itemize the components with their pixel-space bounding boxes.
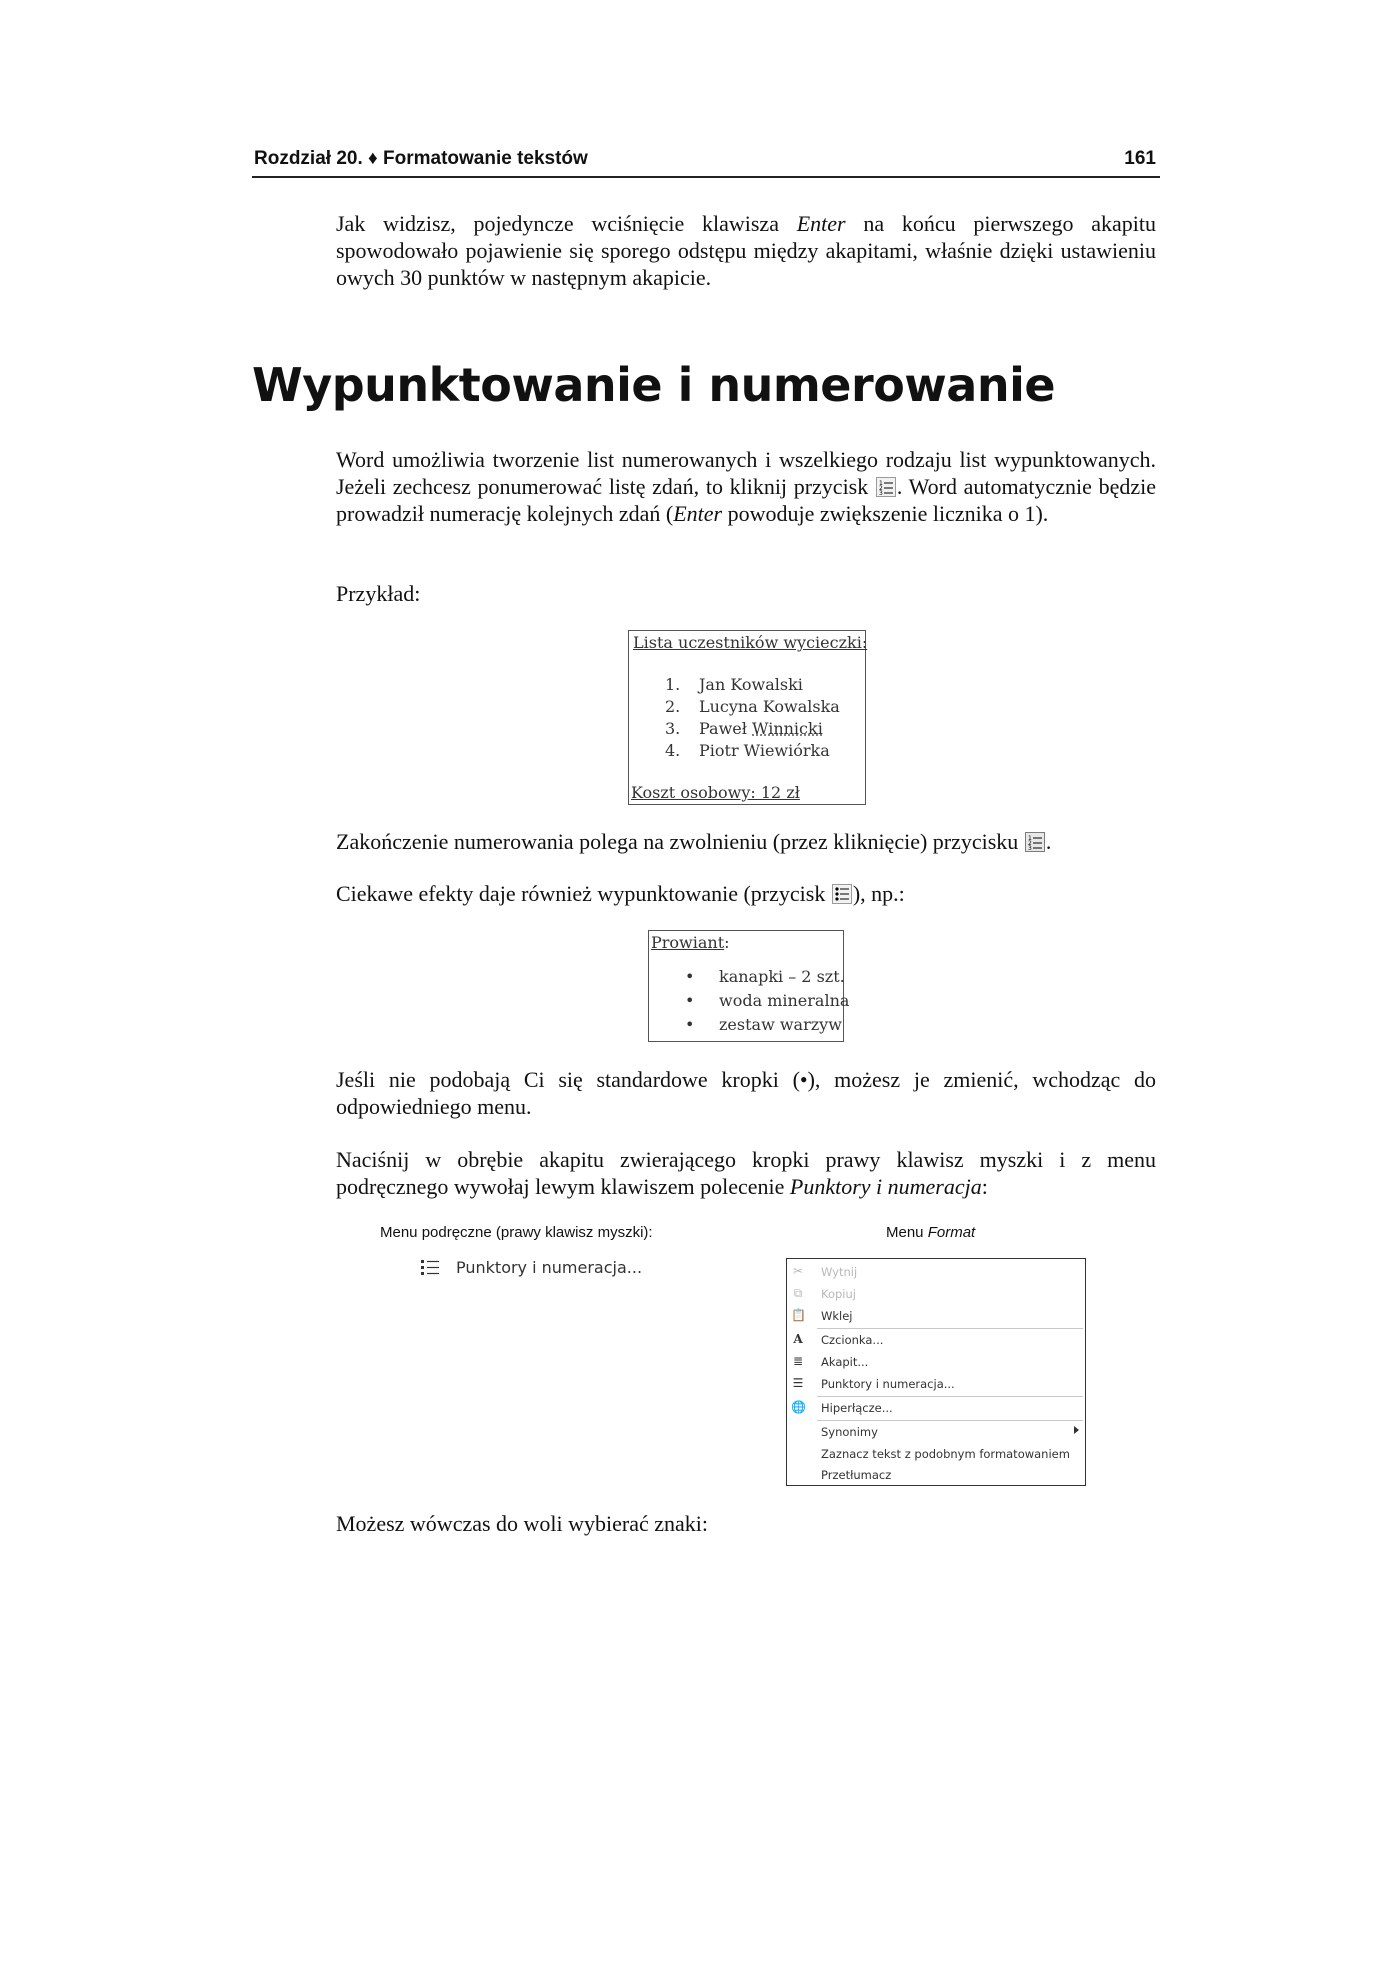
menu-item-paste[interactable]: 📋 Wklej bbox=[791, 1308, 853, 1323]
paragraph-numbering: Word umożliwia tworzenie list numerowanych i wszelkiego rodzaju list wypunktowanych. Jeżeli zechcesz ponumerować listę zdań, to kliknij przycisk 1 2 3 . Word automatycznie będzie prowadził numerację kolejnych zdań (Enter powoduje zwiększenie licznika o 1). bbox=[336, 447, 1156, 526]
menu-item-select-similar[interactable]: Zaznacz tekst z podobnym formatowaniem bbox=[821, 1447, 1070, 1461]
paragraph-intro: Jak widzisz, pojedyncze wciśnięcie klawisza Enter na końcu pierwszego akapitu spowodowało pojawienie się sporego odstępu między akapitami, właśnie dzięki ustawieniu owych 30 punktów w następnym akapicie. bbox=[336, 211, 1157, 290]
paragraph-end-numbering: Zakończenie numerowania polega na zwolnieniu (przez kliknięcie) przycisku 1 2 3 . bbox=[336, 829, 1052, 854]
menu-item-copy[interactable]: ⧉ Kopiuj bbox=[787, 1283, 1085, 1305]
paste-icon: 📋 bbox=[791, 1308, 806, 1322]
menu-item-paragraph[interactable]: ≣ Akapit... bbox=[792, 1354, 869, 1369]
context-menu-bullets-numbering[interactable] bbox=[420, 1258, 642, 1280]
menu-item-bullets-numbering[interactable]: ☰ Punktory i numeracja... bbox=[792, 1376, 955, 1391]
context-menu-caption: Menu podręczne (prawy klawisz myszki): bbox=[380, 1224, 653, 1241]
menu-item-font[interactable]: A Czcionka... bbox=[787, 1329, 1085, 1351]
hyperlink-icon: 🌐 bbox=[791, 1400, 806, 1414]
menu-item-synonyms[interactable]: Synonimy bbox=[787, 1421, 1085, 1443]
submenu-arrow-icon bbox=[1074, 1426, 1079, 1434]
bullet-icon: • bbox=[685, 967, 695, 986]
list-item: Piotr Wiewiórka bbox=[699, 741, 830, 760]
list-title: Lista uczestników wycieczki: bbox=[633, 633, 868, 652]
svg-text:2: 2 bbox=[878, 485, 883, 492]
paragraph-choose-chars: Możesz wówczas do woli wybierać znaki: bbox=[336, 1511, 709, 1536]
svg-text:3: 3 bbox=[878, 490, 883, 496]
list-item: zestaw warzyw bbox=[719, 1015, 842, 1034]
list-item: Paweł Winnicki bbox=[699, 719, 823, 738]
copy-icon: ⧉ bbox=[793, 1286, 803, 1300]
svg-text:1: 1 bbox=[878, 480, 883, 487]
font-icon: A bbox=[793, 1332, 803, 1346]
list-item: kanapki – 2 szt. bbox=[719, 967, 845, 986]
section-heading: Wypunktowanie i numerowanie bbox=[252, 358, 1056, 412]
list-item: Lucyna Kowalska bbox=[699, 697, 840, 716]
bulleted-list-example bbox=[648, 930, 850, 1042]
bulleted-list-icon: ☰ bbox=[792, 1376, 804, 1390]
list-title: Prowiant: bbox=[651, 933, 730, 952]
menu-item-translate[interactable]: Przetłumacz bbox=[821, 1468, 892, 1482]
bullets-button-icon bbox=[832, 884, 852, 904]
list-number: 3. bbox=[665, 719, 681, 738]
running-header bbox=[252, 146, 1160, 178]
menu-item-hyperlink[interactable]: 🌐 Hiperłącze... bbox=[791, 1400, 893, 1415]
list-number: 1. bbox=[665, 675, 681, 694]
bullet-icon: • bbox=[685, 1015, 695, 1034]
paragraph-change-dots: Jeśli nie podobają Ci się standardowe kropki (•), możesz je zmienić, wchodząc do odpowiedniego menu. bbox=[336, 1067, 1156, 1119]
example-label: Przykład: bbox=[336, 581, 421, 606]
svg-text:2: 2 bbox=[1027, 840, 1032, 847]
svg-text:1: 1 bbox=[1027, 835, 1032, 842]
numbering-button-icon bbox=[876, 477, 896, 497]
format-menu-caption: Menu Format bbox=[886, 1224, 976, 1241]
bullet-icon: • bbox=[799, 1067, 808, 1092]
bulleted-list-icon bbox=[420, 1258, 440, 1280]
list-item: Jan Kowalski bbox=[699, 675, 803, 694]
page-number: 161 bbox=[1124, 148, 1156, 169]
list-footer: Koszt osobowy: 12 zł bbox=[631, 783, 800, 802]
menu-item-label: Punktory i numeracja... bbox=[456, 1258, 643, 1277]
paragraph-context-menu: Naciśnij w obrębie akapitu zwierającego kropki prawy klawisz myszki i z menu podręcznego wywołaj lewym klawiszem polecenie Punktory i numeracja: bbox=[336, 1147, 1156, 1199]
list-number: 2. bbox=[665, 697, 681, 716]
menu-item-cut[interactable]: ✂ Wytnij bbox=[792, 1264, 858, 1279]
format-menu bbox=[786, 1258, 1086, 1486]
numbering-button-pressed-icon bbox=[1025, 832, 1045, 852]
numbered-list-example bbox=[628, 630, 866, 805]
list-number: 4. bbox=[665, 741, 681, 760]
paragraph-bullets: Ciekawe efekty daje również wypunktowanie (przycisk ), np.: bbox=[336, 881, 905, 906]
svg-text:3: 3 bbox=[1027, 845, 1032, 851]
scissors-icon: ✂ bbox=[792, 1264, 804, 1278]
chapter-title: Rozdział 20. ♦ Formatowanie tekstów bbox=[254, 148, 588, 169]
list-item: woda mineralna bbox=[719, 991, 850, 1010]
bullet-icon: • bbox=[685, 991, 695, 1010]
paragraph-icon: ≣ bbox=[792, 1354, 804, 1368]
